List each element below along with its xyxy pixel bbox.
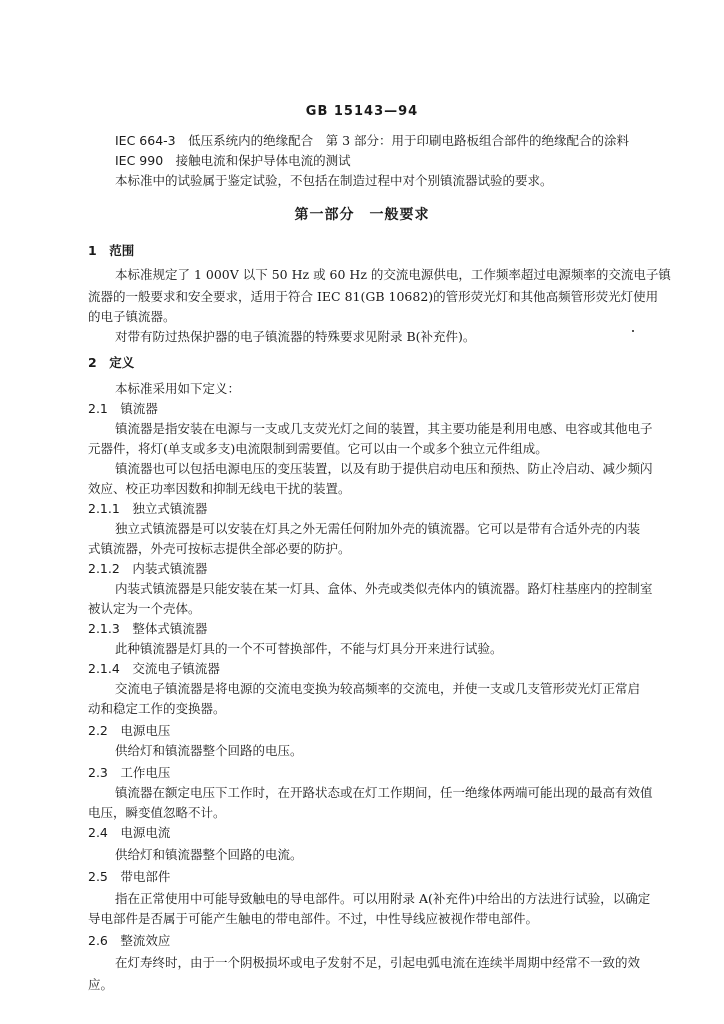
- definition-number: 2.3: [88, 765, 108, 780]
- paragraph-line: 式镇流器，外壳可按标志提供全部必要的防护。: [88, 541, 351, 556]
- paragraph-line: 指在正常使用中可能导致触电的导电部件。可以用附录 A(补充件)中给出的方法进行试验，以确定: [115, 891, 651, 906]
- paragraph-line: 本标准采用如下定义：: [115, 381, 241, 396]
- reference-code: IEC 990: [115, 153, 164, 168]
- definition-term: 电源电压: [120, 723, 171, 738]
- definition-number: 2.1: [88, 401, 108, 416]
- paragraph-line: 镇流器是指安装在电源与一支或几支荧光灯之间的装置，其主要功能是利用电感、电容或其他电子: [115, 421, 653, 436]
- paragraph-line: 交流电子镇流器是将电源的交流电变换为较高频率的交流电，并使一支或几支管形荧光灯正常启: [115, 681, 641, 696]
- definition-heading: [88, 660, 220, 678]
- definition-heading: [88, 932, 170, 950]
- section-number: 2: [88, 355, 97, 370]
- definition-heading: [88, 868, 170, 886]
- section-heading: [88, 242, 134, 260]
- paragraph-line: 内装式镇流器是只能安装在某一灯具、盒体、外壳或类似壳体内的镇流器。路灯柱基座内的控制室: [115, 581, 653, 596]
- definition-heading: [88, 722, 170, 740]
- definition-number: 2.1.2: [88, 561, 120, 576]
- scan-speck: [632, 330, 634, 332]
- paragraph-line: 元器件，将灯(单支或多支)电流限制到需要值。它可以由一个或多个独立元件组成。: [88, 441, 548, 456]
- intro-note: 本标准中的试验属于鉴定试验，不包括在制造过程中对个别镇流器试验的要求。: [115, 173, 553, 188]
- definition-heading: [88, 400, 158, 418]
- section-number: 1: [88, 243, 97, 258]
- definition-number: 2.4: [88, 825, 108, 840]
- definition-heading: [88, 620, 207, 638]
- definition-heading: [88, 824, 170, 842]
- definition-number: 2.1.4: [88, 661, 120, 676]
- definition-term: 内装式镇流器: [132, 561, 208, 576]
- reference-title: 接触电流和保护导体电流的测试: [175, 153, 351, 168]
- paragraph-line: 供给灯和镇流器整个回路的电压。: [115, 743, 303, 758]
- reference-title: 低压系统内的绝缘配合 第 3 部分：用于印刷电路板组合部件的绝缘配合的涂料: [188, 133, 630, 148]
- definition-term: 整体式镇流器: [132, 621, 208, 636]
- part-title: 第一部分 一般要求: [294, 207, 430, 223]
- reference-line: [115, 132, 629, 150]
- doc-number-header: GB 15143—94: [305, 104, 419, 119]
- paragraph-line: 导电部件是否属于可能产生触电的带电部件。不过，中性导线应被视作带电部件。: [88, 911, 539, 926]
- paragraph-line: 流器的一般要求和安全要求，适用于符合 IEC 81(GB 10682)的管形荧光灯和其他高频管形荧光灯使用: [88, 289, 659, 304]
- definition-number: 2.6: [88, 933, 108, 948]
- reference-code: IEC 664-3: [115, 133, 176, 148]
- paragraph-line: 对带有防过热保护器的电子镇流器的特殊要求见附录 B(补充件)。: [115, 329, 476, 344]
- paragraph-line: 被认定为一个壳体。: [88, 601, 201, 616]
- definition-number: 2.1.3: [88, 621, 120, 636]
- paragraph-line: 本标准规定了 1 000V 以下 50 Hz 或 60 Hz 的交流电源供电，工作频率超过电源频率的交流电子镇: [115, 267, 671, 282]
- paragraph-line: 镇流器也可以包括电源电压的变压装置，以及有助于提供启动电压和预热、防止冷启动、减少频闪: [115, 461, 653, 476]
- definition-heading: [88, 764, 170, 782]
- paragraph-line: 此种镇流器是灯具的一个不可替换部件，不能与灯具分开来进行试验。: [115, 641, 503, 656]
- definition-term: 带电部件: [120, 869, 171, 884]
- definition-number: 2.2: [88, 723, 108, 738]
- paragraph-line: 在灯寿终时，由于一个阴极损坏或电子发射不足，引起电弧电流在连续半周期中经常不一致的效: [115, 955, 641, 970]
- section-title: 定义: [109, 355, 135, 370]
- definition-term: 镇流器: [120, 401, 158, 416]
- definition-term: 工作电压: [120, 765, 171, 780]
- definition-number: 2.5: [88, 869, 108, 884]
- definition-term: 交流电子镇流器: [132, 661, 220, 676]
- definition-term: 整流效应: [120, 933, 171, 948]
- definition-heading: [88, 500, 207, 518]
- definition-number: 2.1.1: [88, 501, 120, 516]
- reference-line: [115, 152, 351, 170]
- definition-heading: [88, 560, 207, 578]
- definition-term: 独立式镇流器: [132, 501, 208, 516]
- paragraph-line: 动和稳定工作的变换器。: [88, 701, 226, 716]
- section-title: 范围: [109, 243, 135, 258]
- paragraph-line: 镇流器在额定电压下工作时，在开路状态或在灯工作期间，任一绝缘体两端可能出现的最高有效值: [115, 785, 653, 800]
- paragraph-line: 应。: [88, 977, 114, 992]
- section-heading: [88, 354, 134, 372]
- definition-term: 电源电流: [120, 825, 171, 840]
- paragraph-line: 电压，瞬变值忽略不计。: [88, 805, 226, 820]
- paragraph-line: 的电子镇流器。: [88, 309, 176, 324]
- paragraph-line: 供给灯和镇流器整个回路的电流。: [115, 847, 303, 862]
- paragraph-line: 独立式镇流器是可以安装在灯具之外无需任何附加外壳的镇流器。它可以是带有合适外壳的内装: [115, 521, 641, 536]
- paragraph-line: 效应、校正功率因数和抑制无线电干扰的装置。: [88, 481, 351, 496]
